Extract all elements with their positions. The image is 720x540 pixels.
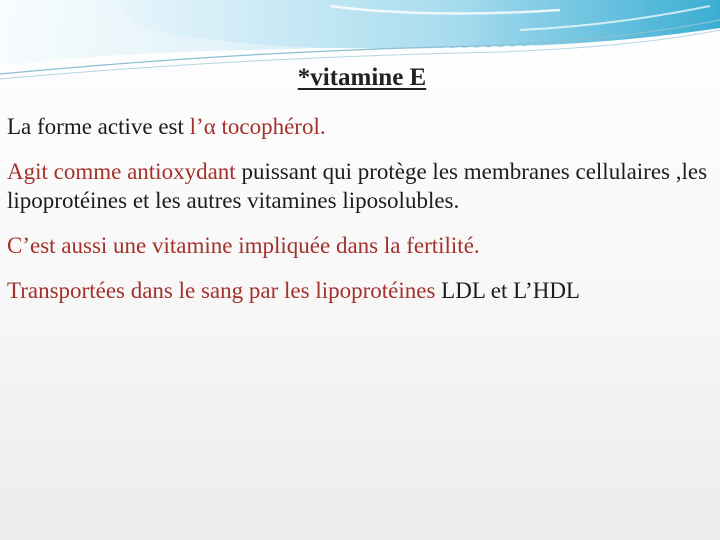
paragraph-text: La forme active est [7,114,190,139]
paragraph-active-form [7,112,713,141]
paragraph-transport [7,276,713,305]
highlighted-text: l’α tocophérol. [189,114,326,139]
highlighted-text: la fertilité. [383,233,480,258]
slide-title: *vitamine E [297,64,427,91]
highlighted-text: Transportées dans le sang par les [7,278,316,303]
slide-body [7,112,713,321]
paragraph-antioxidant [7,157,713,215]
highlighted-text: Agit comme antioxydant [7,159,236,184]
paragraph-text: LDL et L’HDL [435,278,580,303]
paragraph-fertility [7,231,713,260]
paragraph-text: puissant qui protège les membranes cellulaires ,les lipoprotéines et les autres vitamines liposolubles. [7,159,708,213]
highlighted-text: lipoprotéines [315,278,436,303]
highlighted-text: C’est aussi une vitamine impliquée dans [7,233,384,258]
